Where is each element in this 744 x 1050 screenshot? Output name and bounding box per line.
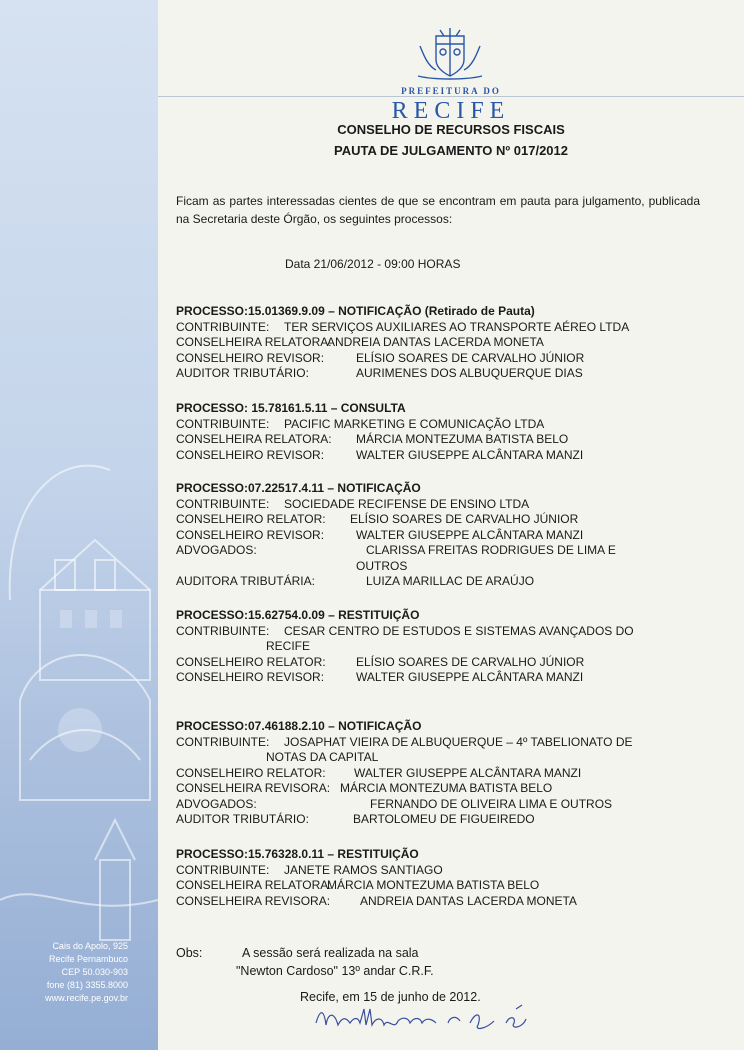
row-value: WALTER GIUSEPPE ALCÂNTARA MANZI	[356, 447, 584, 462]
address-street: Cais do Apolo, 925	[52, 941, 128, 951]
process-header: PROCESSO: 15.78161.5.11 – CONSULTA	[176, 401, 406, 415]
row-label: CONSELHEIRO REVISOR:	[176, 527, 325, 542]
row-label: CONSELHEIRO RELATOR:	[176, 654, 326, 669]
city-crest-icon	[414, 26, 486, 84]
sidebar-panel	[0, 0, 158, 1050]
row-label: CONTRIBUINTE:	[176, 734, 270, 749]
row-label: CONSELHEIRO RELATOR:	[176, 765, 326, 780]
agenda-title: PAUTA DE JULGAMENTO Nº 017/2012	[334, 143, 568, 158]
row-label: CONSELHEIRA RELATORA:	[176, 335, 332, 349]
city-logo-text: RECIFE	[391, 98, 511, 124]
row-value: CESAR CENTRO DE ESTUDOS E SISTEMAS AVANÇADOS DO	[284, 623, 634, 638]
obs-label: Obs:	[176, 946, 203, 960]
handwritten-signature	[310, 1003, 540, 1035]
row-value: WALTER GIUSEPPE ALCÂNTARA MANZI	[356, 670, 584, 684]
row-label: CONTRIBUINTE:	[176, 862, 270, 877]
process-row	[176, 878, 716, 894]
row-label: CONSELHEIRA REVISORA:	[176, 893, 331, 908]
row-value: ANDREIA DANTAS LACERDA MONETA	[327, 335, 544, 349]
session-datetime: Data 21/06/2012 - 09:00 HORAS	[285, 257, 461, 271]
process-block	[176, 401, 716, 463]
row-label: CONSELHEIRO REVISOR:	[176, 447, 325, 462]
prefeitura-label: PREFEITURA DO	[401, 86, 501, 96]
row-value: PACIFIC MARKETING E COMUNICAÇÃO LTDA	[284, 416, 545, 431]
address-website: www.recife.pe.gov.br	[45, 993, 128, 1003]
process-row	[176, 417, 716, 433]
row-value: NOTAS DA CAPITAL	[266, 750, 379, 764]
process-block	[176, 847, 716, 909]
row-label: CONSELHEIRO REVISOR:	[176, 670, 325, 684]
process-header: PROCESSO:07.46188.2.10 – NOTIFICAÇÃO	[176, 719, 422, 733]
row-value: FERNANDO DE OLIVEIRA LIMA E OUTROS	[370, 796, 613, 811]
process-header: PROCESSO:07.22517.4.11 – NOTIFICAÇÃO	[176, 481, 421, 495]
process-block	[176, 608, 716, 686]
process-row	[176, 639, 716, 655]
row-value: BARTOLOMEU DE FIGUEIREDO	[353, 812, 535, 826]
process-row	[176, 670, 716, 686]
row-value: JOSAPHAT VIEIRA DE ALBUQUERQUE – 4º TABELIONATO DE	[284, 734, 633, 749]
row-label: CONSELHEIRA RELATORA:	[176, 878, 332, 892]
row-label: AUDITOR TRIBUTÁRIO:	[176, 812, 309, 826]
row-value: WALTER GIUSEPPE ALCÂNTARA MANZI	[356, 527, 584, 542]
process-row	[176, 894, 716, 910]
address-cep: CEP 50.030-903	[61, 967, 128, 977]
process-row	[176, 750, 716, 766]
row-label: ADVOGADOS:	[176, 543, 257, 557]
process-row	[176, 543, 716, 559]
address-block	[45, 940, 128, 1005]
row-label: CONTRIBUINTE:	[176, 416, 270, 431]
obs-line-1: A sessão será realizada na sala	[242, 946, 419, 960]
recife-landmarks-illustration	[0, 0, 158, 1050]
address-phone: fone (81) 3355.8000	[46, 980, 128, 990]
row-value: AURIMENES DOS ALBUQUERQUE DIAS	[356, 366, 583, 380]
process-row	[176, 812, 716, 828]
process-block	[176, 304, 716, 382]
process-row	[176, 655, 716, 671]
process-row	[176, 559, 716, 575]
process-row	[176, 448, 716, 464]
row-label: CONSELHEIRA RELATORA:	[176, 432, 332, 446]
process-row	[176, 335, 716, 351]
row-label: CONSELHEIRO REVISOR:	[176, 350, 325, 365]
row-value: SOCIEDADE RECIFENSE DE ENSINO LTDA	[284, 496, 530, 511]
intro-paragraph: Ficam as partes interessadas cientes de que se encontram em pauta para julgamento, publicada na Secretaria deste Órgão, os seguintes processos:	[176, 194, 700, 226]
row-value: WALTER GIUSEPPE ALCÂNTARA MANZI	[354, 765, 582, 780]
row-value: ELÍSIO SOARES DE CARVALHO JÚNIOR	[356, 654, 585, 669]
row-label: CONTRIBUINTE:	[176, 319, 270, 334]
row-value: ANDREIA DANTAS LACERDA MONETA	[360, 893, 577, 908]
row-value: RECIFE	[266, 639, 311, 653]
row-value: LUIZA MARILLAC DE ARAÚJO	[366, 574, 535, 588]
process-row	[176, 497, 716, 513]
row-label: CONTRIBUINTE:	[176, 496, 270, 511]
row-value: MÁRCIA MONTEZUMA BATISTA BELO	[340, 781, 553, 795]
process-header: PROCESSO:15.01369.9.09 – NOTIFICAÇÃO (Retirado de Pauta)	[176, 304, 535, 318]
row-value: OUTROS	[356, 558, 408, 573]
council-title: CONSELHO DE RECURSOS FISCAIS	[337, 122, 565, 137]
place-date: Recife, em 15 de junho de 2012.	[300, 990, 481, 1004]
process-row	[176, 366, 716, 382]
process-row	[176, 766, 716, 782]
row-label: ADVOGADOS:	[176, 796, 257, 811]
process-row	[176, 781, 716, 797]
process-block	[176, 719, 716, 828]
row-value: ELÍSIO SOARES DE CARVALHO JÚNIOR	[356, 350, 585, 365]
process-row	[176, 432, 716, 448]
process-row	[176, 735, 716, 751]
process-row	[176, 351, 716, 367]
address-city: Recife Pernambuco	[48, 954, 128, 964]
process-header: PROCESSO:15.62754.0.09 – RESTITUIÇÃO	[176, 608, 420, 622]
row-label: AUDITOR TRIBUTÁRIO:	[176, 366, 309, 380]
row-value: CLARISSA FREITAS RODRIGUES DE LIMA E	[366, 543, 616, 557]
obs-line-2: "Newton Cardoso" 13º andar C.R.F.	[236, 964, 434, 978]
row-label: CONTRIBUINTE:	[176, 623, 270, 638]
row-value: TER SERVIÇOS AUXILIARES AO TRANSPORTE AÉREO LTDA	[284, 319, 630, 334]
row-value: ELÍSIO SOARES DE CARVALHO JÚNIOR	[350, 512, 579, 526]
process-row	[176, 512, 716, 528]
document-title	[158, 119, 744, 161]
process-header: PROCESSO:15.76328.0.11 – RESTITUIÇÃO	[176, 847, 419, 861]
row-value: JANETE RAMOS SANTIAGO	[284, 862, 443, 877]
process-row	[176, 320, 716, 336]
header-divider	[158, 96, 744, 97]
process-row	[176, 624, 716, 640]
row-label: CONSELHEIRO RELATOR:	[176, 512, 326, 526]
row-label: CONSELHEIRA REVISORA:	[176, 781, 331, 795]
row-label: AUDITORA TRIBUTÁRIA:	[176, 574, 315, 588]
process-row	[176, 574, 716, 590]
process-row	[176, 528, 716, 544]
process-block	[176, 481, 716, 590]
row-value: MÁRCIA MONTEZUMA BATISTA BELO	[356, 432, 569, 446]
row-value: MÁRCIA MONTEZUMA BATISTA BELO	[327, 878, 540, 892]
process-row	[176, 863, 716, 879]
process-row	[176, 797, 716, 813]
